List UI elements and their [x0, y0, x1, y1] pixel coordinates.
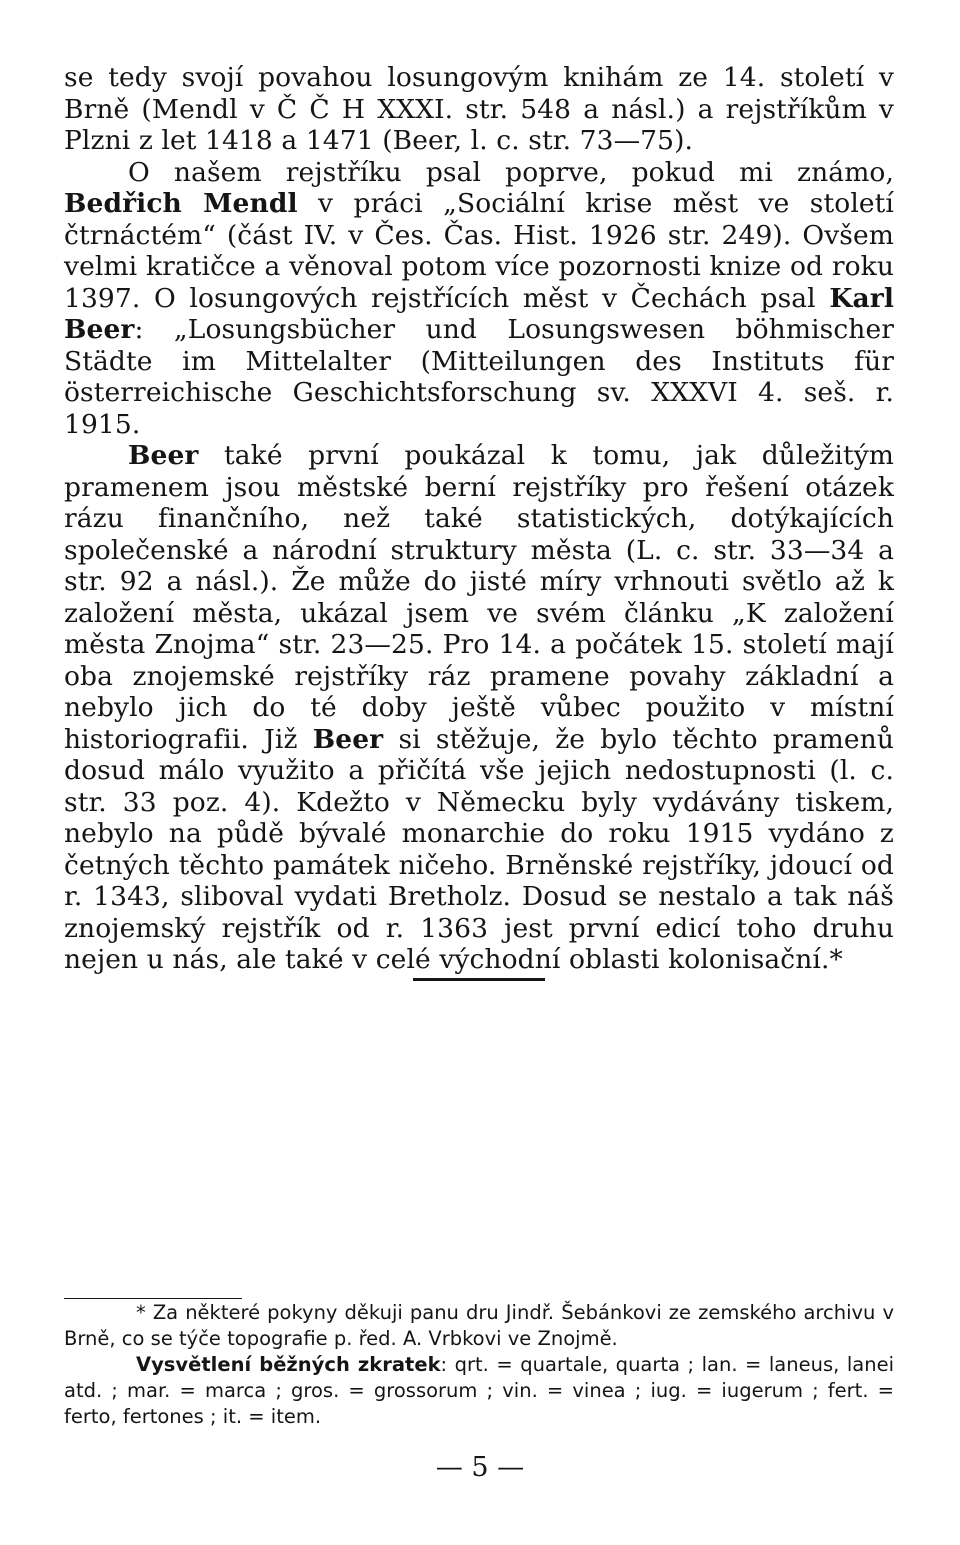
paragraph-text: také první poukázal k tomu, jak důležitým pramenem jsou městské berní rejstříky pro řešení otázek rázu finančního, než také statistických, dotýkajících společenské a národní struktury města (L. c. str. 33—34 a str. 92 a násl.). Že může do jisté míry vrhnouti světlo až k založení města, ukázal jsem ve svém článku „K založení města Znojma“ str. 23—25. Pro 14. a počátek 15. století mají oba znojemské rejstříky ráz pramene povahy základní a nebylo jich do té doby ještě vůbec použito v místní historiografii. Již: [64, 440, 894, 755]
author-name-beer: Beer: [128, 440, 199, 471]
paragraph-text: : „Losungsbücher und Losungswesen böhmischer Städte im Mittelalter (Mitteilungen des Instituts für österreichische Geschichtsforschung sv. XXXVI 4. seš. r. 1915.: [64, 314, 894, 440]
abbreviations-heading: Vysvětlení běžných zkratek: [136, 1353, 441, 1376]
paragraph-text: v práci „Sociální krise měst ve století čtrnáctém“ (část IV. v Čes. Čas. Hist. 1926 str. 249). Ovšem velmi kratičce a věnoval potom více pozornosti knize od roku 1397. O losungových rejstřících měst v Čechách psal: [64, 188, 894, 314]
footnote-rule: [64, 1298, 242, 1299]
paragraph-text: O našem rejstříku psal poprve, pokud mi známo,: [128, 156, 894, 188]
footnote-acknowledgement: * Za některé pokyny děkuji panu dru Jindř. Šebánkovi ze zemského archivu v Brně, co se týče topografie p. řed. A. Vrbkovi ve Znojmě.: [64, 1301, 894, 1350]
page-number: — 5 —: [435, 1452, 525, 1483]
paragraph-beer: [64, 440, 894, 976]
footnote-abbreviations: [64, 1352, 894, 1430]
body-text: [64, 62, 894, 976]
author-name-beer: Karl Beer: [64, 282, 894, 345]
paragraph-text: si stěžuje, že bylo těchto pramenů dosud málo využito a přičítá vše jejich nedostupnosti (l. c. str. 33 poz. 4). Kdežto v Německu byly vydávány tiskem, nebylo na půdě bývalé monarchie do roku 1915 vydáno z četných těchto památek ničeho. Brněnské rejstříky, jdoucí od r. 1343, sliboval vydati Bretholz. Dosud se nestalo a tak náš znojemský rejstřík od r. 1363 jest první edicí toho druhu nejen u nás, ale také v celé východní oblasti kolonisační.*: [64, 723, 894, 975]
abbreviations-text: : qrt. = quartale, quarta ; lan. = laneus, lanei atd. ; mar. = marca ; gros. = grossorum ; vin. = vinea ; iug. = iugerum ; fert. = ferto, fertones ; it. = item.: [64, 1353, 894, 1428]
author-name-beer: Beer: [312, 723, 384, 755]
section-separator: [413, 978, 545, 981]
author-name-mendl: Bedřich Mendl: [64, 188, 298, 219]
paragraph-continuation: [64, 62, 894, 157]
paragraph-text: se tedy svojí povahou losungovým knihám ze 14. století v Brně (Mendl v Č Č H XXXI. str. 548 a násl.) a rejstříkům v Plzni z let 1418 a 1471 (Beer, l. c. str. 73—75).: [64, 62, 894, 156]
paragraph-mendl: [64, 157, 894, 441]
footnotes: [64, 1300, 894, 1430]
